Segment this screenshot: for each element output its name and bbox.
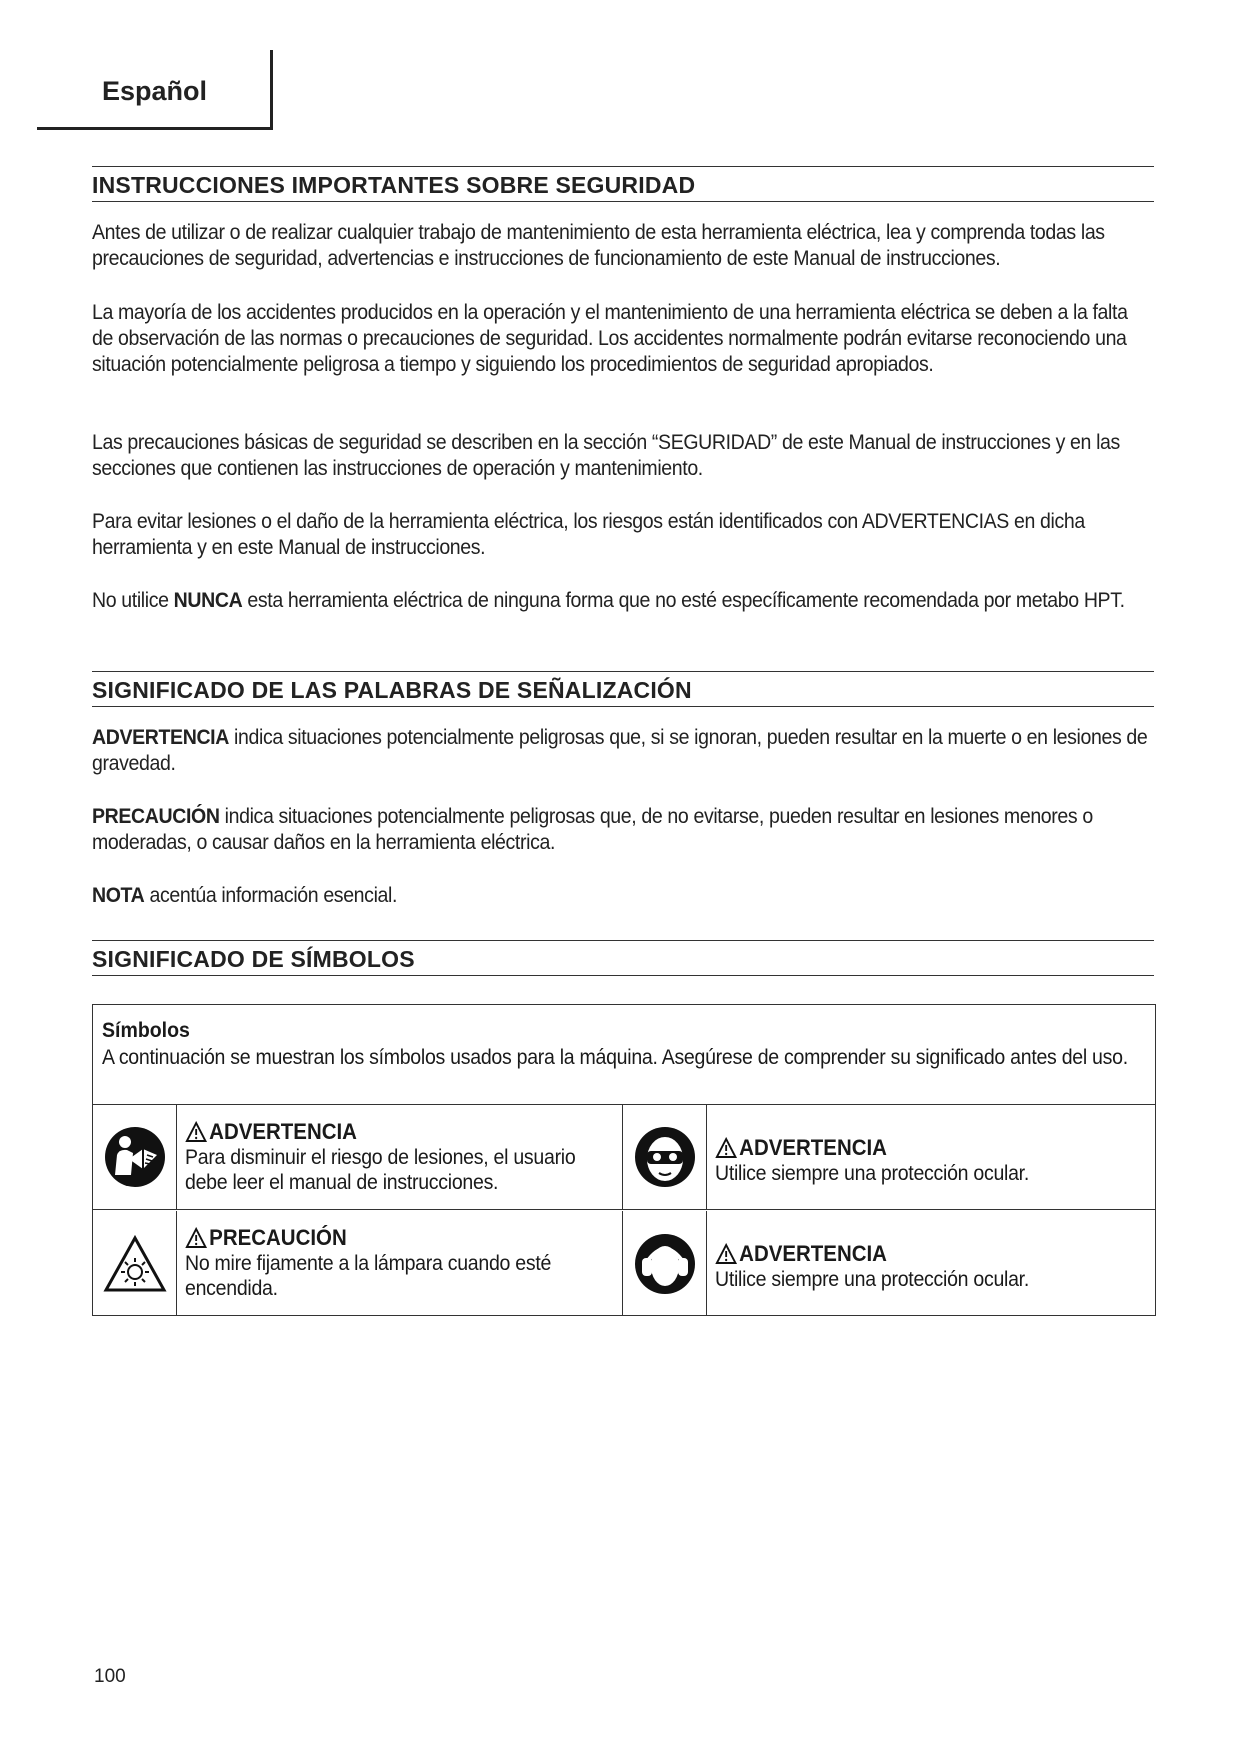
paragraph: Para evitar lesiones o el daño de la herramienta eléctrica, los riesgos están identificados con ADVERTENCIAS en dicha herramienta y en este Manual de instrucciones. [92, 510, 1085, 559]
symbol-description: No mire fijamente a la lámpara cuando esté encendida. [185, 1252, 552, 1300]
section-title: SIGNIFICADO DE LAS PALABRAS DE SEÑALIZACIÓN [92, 677, 692, 703]
language-label: Español [102, 76, 208, 106]
section-title: SIGNIFICADO DE SÍMBOLOS [92, 946, 415, 972]
paragraph: No utilice NUNCA esta herramienta eléctrica de ninguna forma que no esté específicamente recomendada por metabo HPT. [92, 589, 1125, 612]
warning-triangle-icon [185, 1227, 207, 1249]
symbol-description-cell [707, 1211, 1155, 1316]
definition-advertencia: ADVERTENCIA indica situaciones potencialmente peligrosas que, si se ignoran, pueden resultar en la muerte o en lesiones de gravedad. [92, 726, 1148, 775]
ear-protection-icon [623, 1211, 707, 1316]
symbols-box-title: Símbolos [102, 1019, 190, 1042]
symbol-description-cell [177, 1105, 623, 1209]
warning-triangle-icon [715, 1243, 737, 1265]
definition-precaucion: PRECAUCIÓN indica situaciones potencialmente peligrosas que, de no evitarse, pueden resultar en lesiones menores o moderadas, o causar daños en la herramienta eléctrica. [92, 805, 1093, 854]
signal-word: ADVERTENCIA [715, 1135, 1152, 1161]
eye-protection-icon [623, 1105, 707, 1209]
section-title: INSTRUCCIONES IMPORTANTES SOBRE SEGURIDAD [92, 172, 696, 198]
symbol-description: Para disminuir el riesgo de lesiones, el usuario debe leer el manual de instrucciones. [185, 1146, 576, 1194]
page-number: 100 [94, 1666, 126, 1687]
section-heading-signal-words [92, 671, 1154, 707]
symbols-row [93, 1105, 1155, 1210]
paragraph: Las precauciones básicas de seguridad se describen en la sección “SEGURIDAD” de este Manual de instrucciones y en las secciones que contienen las instrucciones de operación y mantenimiento. [92, 431, 1120, 480]
symbols-table-header [93, 1005, 1155, 1105]
symbols-row [93, 1211, 1155, 1316]
definition-nota: NOTA acentúa información esencial. [92, 884, 398, 907]
warning-triangle-icon [715, 1137, 737, 1159]
symbol-description: Utilice siempre una protección ocular. [715, 1268, 1029, 1291]
paragraph: La mayoría de los accidentes producidos en la operación y el mantenimiento de una herramienta eléctrica se deben a la falta de observación de las normas o precauciones de seguridad. Los accidentes normalmente podrán evitarse reconociendo una situación potencialmente peligrosa a tiempo y siguiendo los procedimientos de seguridad apropiados. [92, 301, 1128, 376]
symbol-description-cell [177, 1211, 623, 1316]
section-heading-safety [92, 166, 1154, 202]
signal-word: ADVERTENCIA [715, 1241, 1152, 1267]
symbol-description-cell [707, 1105, 1155, 1209]
signal-word: PRECAUCIÓN [185, 1225, 622, 1251]
signal-word: ADVERTENCIA [185, 1119, 622, 1145]
warning-triangle-icon [185, 1121, 207, 1143]
symbols-table [92, 1004, 1156, 1316]
section-heading-symbols [92, 940, 1154, 976]
language-tab [37, 50, 273, 130]
paragraph: Antes de utilizar o de realizar cualquier trabajo de mantenimiento de esta herramienta eléctrica, lea y comprenda todas las precauciones de seguridad, advertencias e instrucciones de funcionamiento de este Manual de instrucciones. [92, 221, 1105, 270]
symbol-description: Utilice siempre una protección ocular. [715, 1162, 1029, 1185]
symbols-box-description: A continuación se muestran los símbolos usados para la máquina. Asegúrese de comprender su significado antes del uso. [102, 1046, 1128, 1069]
read-manual-icon [93, 1105, 177, 1209]
lamp-warning-icon [93, 1211, 177, 1316]
